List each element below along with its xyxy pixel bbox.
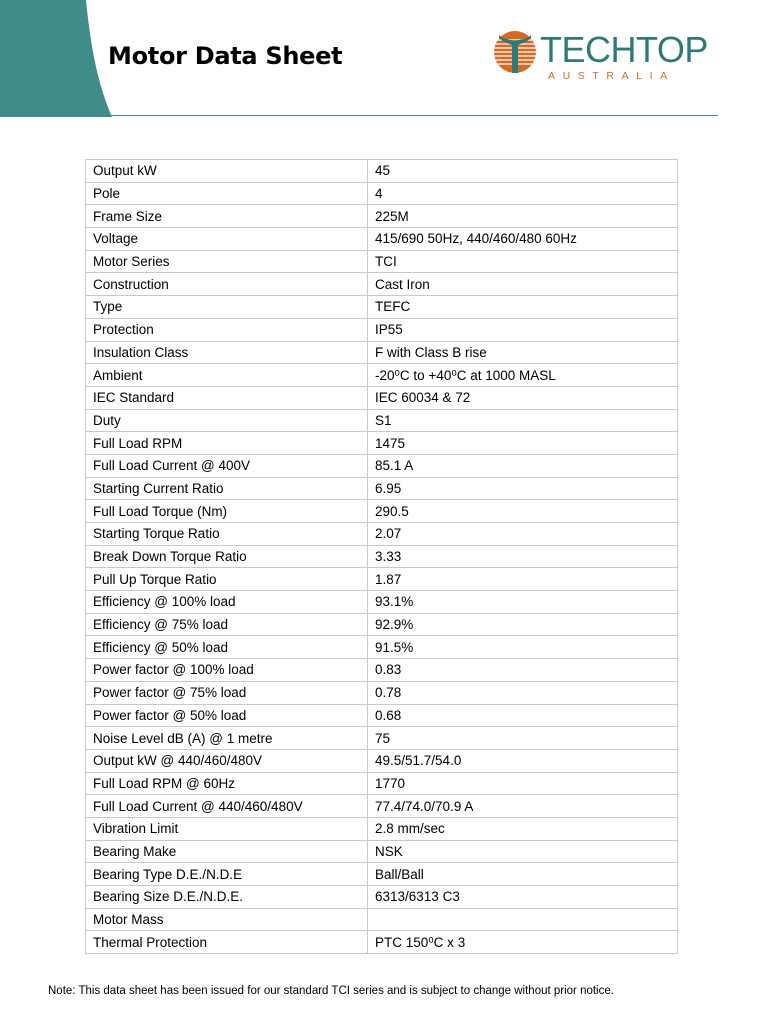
spec-value: IP55 [368,318,678,341]
spec-label: Pole [86,182,368,205]
spec-label: Noise Level dB (A) @ 1 metre [86,727,368,750]
footnote: Note: This data sheet has been issued for our standard TCI series and is subject to change without prior notice. [48,985,614,997]
spec-label: Starting Torque Ratio [86,523,368,546]
spec-value: PTC 150⁰C x 3 [368,931,678,954]
table-row [86,228,678,251]
spec-label: Power factor @ 75% load [86,681,368,704]
spec-label: Vibration Limit [86,817,368,840]
spec-value [368,908,678,931]
spec-value: Ball/Ball [368,863,678,886]
spec-label: Break Down Torque Ratio [86,545,368,568]
spec-label: Bearing Make [86,840,368,863]
table-row [86,591,678,614]
spec-value: 2.8 mm/sec [368,817,678,840]
table-row [86,432,678,455]
spec-value: 92.9% [368,613,678,636]
spec-value: 6313/6313 C3 [368,886,678,909]
spec-label: Type [86,296,368,319]
table-row [86,749,678,772]
spec-label: Output kW @ 440/460/480V [86,749,368,772]
logo-subtitle: AUSTRALIA [548,70,675,82]
table-row [86,160,678,183]
spec-value: 6.95 [368,477,678,500]
spec-label: Full Load RPM @ 60Hz [86,772,368,795]
table-row [86,523,678,546]
spec-value: TCI [368,250,678,273]
table-row [86,886,678,909]
spec-value: 0.78 [368,681,678,704]
table-row [86,409,678,432]
table-row [86,454,678,477]
table-row [86,681,678,704]
header-teal-wedge [0,0,112,118]
spec-label: Duty [86,409,368,432]
motor-spec-table [85,159,678,954]
table-row [86,296,678,319]
spec-label: Thermal Protection [86,931,368,954]
spec-value: 290.5 [368,500,678,523]
techtop-logo [492,28,707,84]
spec-label: Output kW [86,160,368,183]
logo-wordmark: TECHTOP [540,29,708,70]
table-row [86,817,678,840]
spec-label: Motor Series [86,250,368,273]
spec-label: Frame Size [86,205,368,228]
table-row [86,250,678,273]
table-row [86,840,678,863]
spec-value: 2.07 [368,523,678,546]
techtop-logo-mark-icon [492,30,538,74]
spec-value: IEC 60034 & 72 [368,386,678,409]
spec-value: 1770 [368,772,678,795]
spec-label: Motor Mass [86,908,368,931]
spec-value: 0.83 [368,659,678,682]
table-row [86,364,678,387]
spec-value: 3.33 [368,545,678,568]
table-row [86,727,678,750]
table-row [86,318,678,341]
spec-label: Insulation Class [86,341,368,364]
table-row [86,182,678,205]
spec-value: 93.1% [368,591,678,614]
spec-value: F with Class B rise [368,341,678,364]
spec-label: Full Load Torque (Nm) [86,500,368,523]
spec-value: S1 [368,409,678,432]
table-row [86,659,678,682]
spec-label: Efficiency @ 100% load [86,591,368,614]
spec-label: Power factor @ 100% load [86,659,368,682]
page-title: Motor Data Sheet [108,42,343,70]
header-divider [96,115,718,116]
spec-label: Power factor @ 50% load [86,704,368,727]
table-row [86,341,678,364]
table-row [86,704,678,727]
table-row [86,477,678,500]
spec-label: Ambient [86,364,368,387]
table-row [86,568,678,591]
table-row [86,273,678,296]
spec-label: Construction [86,273,368,296]
table-row [86,863,678,886]
spec-label: Pull Up Torque Ratio [86,568,368,591]
spec-label: Efficiency @ 50% load [86,636,368,659]
table-row [86,908,678,931]
spec-value: 0.68 [368,704,678,727]
spec-label: Voltage [86,228,368,251]
table-row [86,931,678,954]
spec-value: 49.5/51.7/54.0 [368,749,678,772]
table-row [86,795,678,818]
spec-label: Full Load Current @ 400V [86,454,368,477]
table-row [86,205,678,228]
table-row [86,613,678,636]
table-row [86,545,678,568]
spec-value: Cast Iron [368,273,678,296]
spec-label: Protection [86,318,368,341]
spec-value: 4 [368,182,678,205]
spec-value: 45 [368,160,678,183]
table-row [86,772,678,795]
spec-label: Bearing Type D.E./N.D.E [86,863,368,886]
spec-label: IEC Standard [86,386,368,409]
spec-label: Full Load RPM [86,432,368,455]
spec-value: 91.5% [368,636,678,659]
spec-label: Starting Current Ratio [86,477,368,500]
spec-label: Efficiency @ 75% load [86,613,368,636]
spec-value: 1.87 [368,568,678,591]
table-row [86,386,678,409]
spec-value: 77.4/74.0/70.9 A [368,795,678,818]
spec-value: TEFC [368,296,678,319]
table-row [86,500,678,523]
spec-value: 85.1 A [368,454,678,477]
spec-value: 75 [368,727,678,750]
spec-value: NSK [368,840,678,863]
spec-label: Full Load Current @ 440/460/480V [86,795,368,818]
spec-value: 225M [368,205,678,228]
spec-value: 1475 [368,432,678,455]
spec-value: -20⁰C to +40⁰C at 1000 MASL [368,364,678,387]
spec-label: Bearing Size D.E./N.D.E. [86,886,368,909]
table-row [86,636,678,659]
spec-value: 415/690 50Hz, 440/460/480 60Hz [368,228,678,251]
